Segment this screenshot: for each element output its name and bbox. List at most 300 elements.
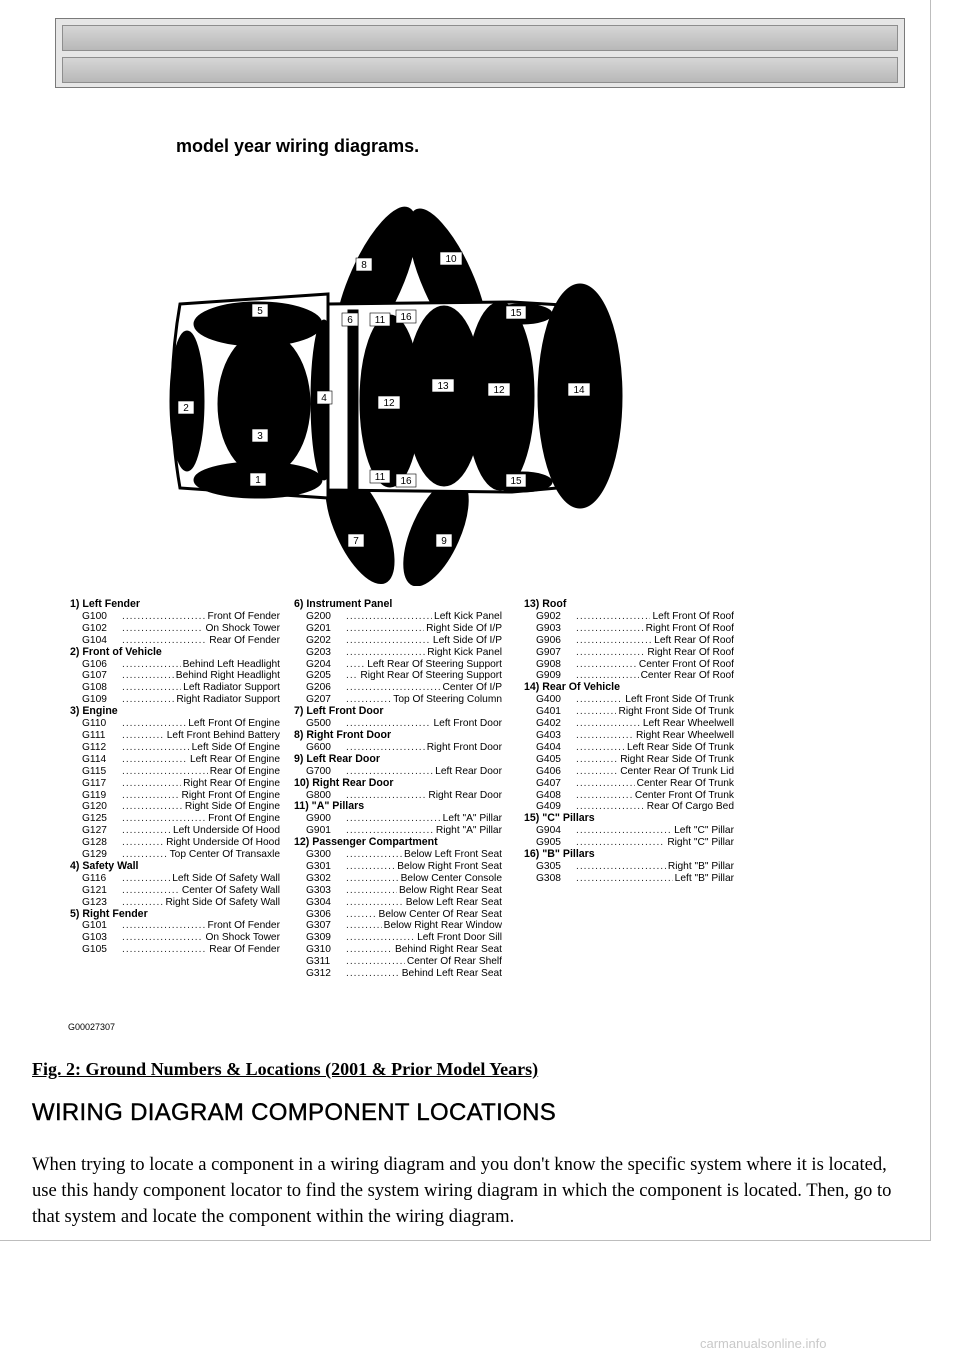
ground-location: Left Rear Of Steering Support [367, 658, 502, 670]
ground-location: Below Left Rear Seat [405, 896, 502, 908]
ground-code: G207 [306, 694, 331, 706]
ground-location: Left Side Of Safety Wall [172, 872, 280, 884]
diagram-label-12-rear: 12 [493, 385, 505, 396]
ground-code: G203 [306, 646, 331, 658]
dot-leader [122, 742, 190, 754]
dot-leader [122, 873, 170, 885]
ground-location: Right Rear Of Engine [183, 777, 280, 789]
legend-row [70, 825, 280, 837]
dot-leader [576, 730, 634, 742]
legend-row [294, 944, 502, 956]
ground-location: Left "B" Pillar [674, 872, 734, 884]
dot-leader [576, 766, 618, 778]
legend-row [70, 742, 280, 754]
legend-row [70, 670, 280, 682]
diagram-label-7: 7 [353, 536, 359, 547]
ground-code: G400 [536, 694, 561, 706]
ground-code: G104 [82, 634, 107, 646]
legend-row [70, 873, 280, 885]
dot-leader [576, 825, 672, 837]
ground-location: Rear Of Cargo Bed [646, 801, 734, 813]
ground-location: Right Rear Of Steering Support [360, 670, 502, 682]
dot-leader [346, 873, 399, 885]
legend-row [70, 944, 280, 956]
ground-code: G905 [536, 837, 561, 849]
ground-location: Left Rear Door [435, 765, 502, 777]
ground-code: G408 [536, 789, 561, 801]
ground-code: G906 [536, 634, 561, 646]
dot-leader [576, 778, 635, 790]
vehicle-diagram [60, 186, 750, 586]
legend-section-title: 1) Left Fender [70, 598, 141, 610]
legend-row [70, 813, 280, 825]
dot-leader [122, 825, 171, 837]
dot-leader [122, 694, 174, 706]
ground-code: G107 [82, 670, 107, 682]
dot-leader [576, 706, 616, 718]
ground-code: G405 [536, 753, 561, 765]
ground-code: G909 [536, 670, 561, 682]
dot-leader [576, 790, 633, 802]
ground-code: G119 [82, 789, 107, 801]
dot-leader [346, 909, 377, 921]
diagram-label-8: 8 [361, 260, 367, 271]
ground-code: G105 [82, 944, 107, 956]
ground-code: G404 [536, 741, 561, 753]
diagram-label-5: 5 [257, 306, 263, 317]
ground-location: Front Of Engine [208, 813, 280, 825]
ground-location: Rear Of Fender [209, 634, 280, 646]
ground-code: G108 [82, 682, 107, 694]
dot-leader [346, 861, 395, 873]
ground-location: Right Rear Door [428, 789, 502, 801]
legend-row [70, 932, 280, 944]
ground-code: G302 [306, 872, 331, 884]
dot-leader [122, 813, 206, 825]
ground-code: G311 [306, 956, 331, 968]
diagram-label-6: 6 [347, 315, 353, 326]
legend-row [294, 611, 502, 623]
page-header-frame [55, 18, 905, 88]
ground-location: Left Side Of Engine [191, 741, 280, 753]
ground-code: G303 [306, 884, 331, 896]
figure-caption: Fig. 2: Ground Numbers & Locations (2001 & Prior Model Years) [32, 1059, 539, 1079]
ground-code: G200 [306, 610, 331, 622]
ground-location: Behind Left Rear Seat [401, 968, 502, 980]
ground-code: G102 [82, 622, 107, 634]
legend-row [70, 790, 280, 802]
legend-row [294, 659, 502, 671]
ground-code: G204 [306, 658, 331, 670]
legend-section-title: 10) Right Rear Door [294, 776, 394, 789]
ground-code: G402 [536, 718, 561, 730]
ground-code: G904 [536, 825, 561, 837]
dot-leader [122, 897, 163, 909]
legend-row [294, 873, 502, 885]
header-bar-bottom [62, 57, 898, 83]
legend-column-1 [70, 599, 280, 956]
ground-code: G117 [82, 777, 107, 789]
diagram-label-9: 9 [441, 536, 447, 547]
ground-location: Center Of I/P [442, 682, 502, 694]
diagram-label-11-top: 11 [374, 315, 386, 326]
ground-code: G305 [536, 860, 561, 872]
legend-row [70, 837, 280, 849]
ground-code: G100 [82, 610, 107, 622]
legend-row [524, 873, 734, 885]
diagram-label-3: 3 [257, 431, 263, 442]
legend-section-title: 14) Rear Of Vehicle [524, 681, 620, 694]
legend-row [294, 956, 502, 968]
legend-row [70, 754, 280, 766]
dot-leader [346, 849, 402, 861]
diagram-label-13: 13 [437, 381, 449, 392]
ground-code: G500 [306, 718, 331, 730]
ground-location: Right Rear Wheelwell [636, 729, 734, 741]
ground-code: G128 [82, 837, 107, 849]
legend-section-title: 5) Right Fender [70, 907, 148, 920]
dot-leader [122, 778, 181, 790]
watermark: carmanualsonline.info [700, 1336, 827, 1351]
dot-leader [346, 742, 425, 754]
dot-leader [576, 647, 645, 659]
legend-section-title: 11) "A" Pillars [294, 800, 365, 813]
ground-location: Right Front Of Roof [645, 622, 734, 634]
dot-leader [346, 647, 425, 659]
ground-location: Below Left Front Seat [404, 849, 502, 861]
legend-row [70, 682, 280, 694]
dot-leader [122, 635, 207, 647]
zone-3-area [218, 332, 310, 476]
ground-location: Behind Right Headlight [175, 670, 280, 682]
dot-leader [576, 611, 650, 623]
dot-leader [576, 623, 644, 635]
ground-code: G902 [536, 610, 561, 622]
legend-row [524, 790, 734, 802]
legend-row [294, 635, 502, 647]
dot-leader [122, 920, 206, 932]
ground-location: Right Side Of Engine [184, 801, 280, 813]
diagram-label-15-top: 15 [510, 308, 522, 319]
ground-code: G407 [536, 777, 561, 789]
diagram-label-15-bottom: 15 [510, 476, 522, 487]
ground-code: G125 [82, 813, 107, 825]
zone-6-area [348, 310, 358, 490]
ground-location: Left "C" Pillar [674, 825, 734, 837]
ground-location: Behind Right Rear Seat [394, 944, 502, 956]
ground-location: Left Front Of Engine [188, 718, 280, 730]
legend-row [294, 932, 502, 944]
dot-leader [576, 635, 652, 647]
ground-location: Left Front Side Of Trunk [625, 694, 734, 706]
ground-code: G206 [306, 682, 331, 694]
dot-leader [122, 623, 203, 635]
ground-location: Right Radiator Support [176, 694, 280, 706]
dot-leader [576, 694, 623, 706]
legend-row [294, 623, 502, 635]
legend-row [294, 682, 502, 694]
ground-code: G304 [306, 896, 331, 908]
ground-code: G114 [82, 753, 107, 765]
legend-row [294, 968, 502, 980]
ground-code: G700 [306, 765, 331, 777]
legend-section-title: 3) Engine [70, 705, 118, 718]
ground-code: G109 [82, 694, 107, 706]
ground-location: On Shock Tower [205, 932, 280, 944]
legend-row [524, 766, 734, 778]
diagram-label-16-top: 16 [400, 312, 412, 323]
legend-row [524, 659, 734, 671]
dot-leader [576, 861, 666, 873]
dot-leader [346, 885, 397, 897]
dot-leader [346, 813, 441, 825]
legend-section-title: 8) Right Front Door [294, 728, 392, 741]
legend-row [294, 647, 502, 659]
ground-location: Left Radiator Support [183, 682, 280, 694]
dot-leader [346, 944, 393, 956]
ground-code: G101 [82, 920, 107, 932]
section-title: WIRING DIAGRAM COMPONENT LOCATIONS [32, 1099, 557, 1126]
ground-code: G907 [536, 646, 561, 658]
ground-code: G406 [536, 765, 561, 777]
legend-row [524, 754, 734, 766]
ground-location: Rear Of Fender [209, 944, 280, 956]
ground-locations-figure [60, 186, 750, 1042]
ground-code: G103 [82, 932, 107, 944]
legend-row [70, 885, 280, 897]
legend-row [524, 778, 734, 790]
dot-leader [122, 718, 186, 730]
dot-leader [576, 873, 673, 885]
ground-location: Right Front Of Engine [181, 789, 280, 801]
legend-row [70, 730, 280, 742]
ground-location: Front Of Fender [207, 920, 280, 932]
dot-leader [122, 944, 207, 956]
ground-code: G205 [306, 670, 331, 682]
legend-row [294, 920, 502, 932]
dot-leader [122, 837, 164, 849]
dot-leader [346, 659, 365, 671]
ground-location: Left Rear Of Roof [654, 634, 734, 646]
ground-location: Right "C" Pillar [667, 837, 734, 849]
diagram-label-11-bottom: 11 [374, 472, 386, 483]
ground-code: G123 [82, 896, 107, 908]
ground-code: G312 [306, 968, 331, 980]
ground-code: G409 [536, 801, 561, 813]
legend-row [70, 611, 280, 623]
legend-row [294, 897, 502, 909]
legend-section-title: 7) Left Front Door [294, 705, 384, 718]
legend-row [524, 635, 734, 647]
diagram-label-4: 4 [321, 393, 327, 404]
legend-column-2 [294, 599, 502, 980]
legend-row [70, 635, 280, 647]
legend-row [294, 861, 502, 873]
figure-id: G00027307 [68, 1022, 116, 1032]
legend-row [70, 801, 280, 813]
ground-code: G106 [82, 658, 107, 670]
legend-section-title: 16) "B" Pillars [524, 848, 595, 861]
ground-location: Right "B" Pillar [667, 860, 734, 872]
dot-leader [122, 885, 180, 897]
ground-location: Top Of Steering Column [393, 694, 502, 706]
legend-column-3 [524, 599, 734, 885]
legend-row [524, 694, 734, 706]
dot-leader [122, 730, 165, 742]
ground-code: G900 [306, 813, 331, 825]
ground-location: Below Center Of Rear Seat [378, 908, 502, 920]
page-border-bottom [0, 1240, 931, 1241]
dot-leader [122, 670, 174, 682]
legend-row [294, 766, 502, 778]
ground-code: G120 [82, 801, 107, 813]
dot-leader [346, 920, 382, 932]
ground-code: G111 [82, 729, 106, 741]
ground-location: Behind Left Headlight [182, 658, 280, 670]
ground-location: Below Right Front Seat [397, 860, 502, 872]
dot-leader [346, 956, 405, 968]
ground-code: G127 [82, 825, 107, 837]
legend-row [294, 813, 502, 825]
ground-location: Left Front Door [433, 718, 502, 730]
ground-code: G800 [306, 789, 331, 801]
legend-section-title: 2) Front of Vehicle [70, 645, 162, 658]
dot-leader [346, 968, 400, 980]
legend-row [294, 670, 502, 682]
ground-location: Below Center Console [400, 872, 502, 884]
dot-leader [346, 932, 415, 944]
legend-row [524, 623, 734, 635]
dot-leader [346, 766, 433, 778]
dot-leader [576, 742, 625, 754]
legend-row [524, 718, 734, 730]
ground-code: G403 [536, 729, 561, 741]
legend-section-title: 9) Left Rear Door [294, 752, 380, 765]
ground-location: Left Rear Of Engine [189, 753, 280, 765]
legend-row [524, 825, 734, 837]
ground-location: Rear Of Engine [209, 765, 280, 777]
ground-location: Left Front Door Sill [417, 932, 502, 944]
ground-code: G116 [82, 872, 107, 884]
legend-row [70, 920, 280, 932]
legend-row [524, 861, 734, 873]
legend-row [524, 647, 734, 659]
dot-leader [122, 682, 181, 694]
ground-location: Right Front Door [426, 741, 502, 753]
ground-location: Left Kick Panel [434, 610, 502, 622]
legend-row [524, 611, 734, 623]
dot-leader [576, 659, 637, 671]
ground-location: Center Of Safety Wall [181, 884, 280, 896]
ground-location: Right Underside Of Hood [166, 837, 280, 849]
ground-location: Left Side Of I/P [432, 634, 502, 646]
ground-location: Right Rear Of Roof [647, 646, 734, 658]
legend-section-title: 12) Passenger Compartment [294, 836, 438, 849]
legend-row [524, 730, 734, 742]
dot-leader [346, 897, 404, 909]
diagram-label-14: 14 [573, 385, 585, 396]
ground-code: G115 [82, 765, 107, 777]
ground-location: Center Front Of Trunk [634, 789, 734, 801]
dot-leader [122, 790, 179, 802]
dot-leader [122, 801, 183, 813]
ground-code: G300 [306, 849, 331, 861]
ground-location: Center Rear Of Trunk Lid [620, 765, 734, 777]
dot-leader [346, 611, 432, 623]
legend-row [70, 897, 280, 909]
ground-location: Right Rear Side Of Trunk [620, 753, 734, 765]
ground-code: G401 [536, 706, 561, 718]
diagram-label-16-bottom: 16 [400, 476, 412, 487]
ground-code: G121 [82, 884, 107, 896]
ground-location: Right Front Side Of Trunk [618, 706, 734, 718]
dot-leader [122, 754, 188, 766]
ground-location: Top Center Of Transaxle [169, 849, 280, 861]
diagram-label-10: 10 [445, 254, 457, 265]
legend-row [294, 909, 502, 921]
ground-code: G201 [306, 622, 331, 634]
dot-leader [122, 659, 181, 671]
ground-location: Center Rear Of Trunk [636, 777, 734, 789]
legend-section-title: 4) Safety Wall [70, 859, 139, 872]
intro-text: model year wiring diagrams. [176, 136, 420, 156]
ground-location: Left Rear Side Of Trunk [626, 741, 734, 753]
legend-row [294, 849, 502, 861]
ground-location: Right Kick Panel [427, 646, 502, 658]
ground-location: Left Rear Wheelwell [642, 718, 734, 730]
ground-code: G202 [306, 634, 331, 646]
ground-location: Front Of Fender [207, 610, 280, 622]
ground-location: Below Right Rear Seat [398, 884, 502, 896]
ground-code: G309 [306, 932, 331, 944]
diagram-label-2: 2 [183, 403, 189, 414]
ground-location: Right "A" Pillar [435, 825, 502, 837]
dot-leader [346, 635, 431, 647]
ground-location: Right Side Of Safety Wall [165, 896, 280, 908]
ground-code: G301 [306, 860, 331, 872]
ground-location: Left Underside Of Hood [172, 825, 280, 837]
dot-leader [346, 682, 441, 694]
ground-code: G908 [536, 658, 561, 670]
diagram-label-12-front: 12 [383, 398, 395, 409]
dot-leader [122, 611, 206, 623]
legend-row [294, 742, 502, 754]
ground-location: On Shock Tower [205, 622, 280, 634]
header-bar-top [62, 25, 898, 51]
dot-leader [346, 670, 358, 682]
ground-code: G903 [536, 622, 561, 634]
ground-location: Left Front Behind Battery [166, 729, 280, 741]
dot-leader [346, 623, 424, 635]
ground-code: G600 [306, 741, 331, 753]
legend-row [524, 706, 734, 718]
ground-location: Right Side Of I/P [426, 622, 502, 634]
ground-location: Center Of Rear Shelf [406, 956, 502, 968]
dot-leader [122, 766, 208, 778]
dot-leader [576, 718, 641, 730]
legend-row [524, 742, 734, 754]
legend-row [70, 659, 280, 671]
diagram-label-1: 1 [255, 475, 261, 486]
ground-code: G901 [306, 825, 331, 837]
ground-code: G112 [82, 741, 107, 753]
ground-location: Left "A" Pillar [442, 813, 502, 825]
dot-leader [122, 932, 203, 944]
ground-code: G129 [82, 849, 107, 861]
ground-code: G310 [306, 944, 331, 956]
ground-location: Center Front Of Roof [638, 658, 734, 670]
legend-row [70, 766, 280, 778]
